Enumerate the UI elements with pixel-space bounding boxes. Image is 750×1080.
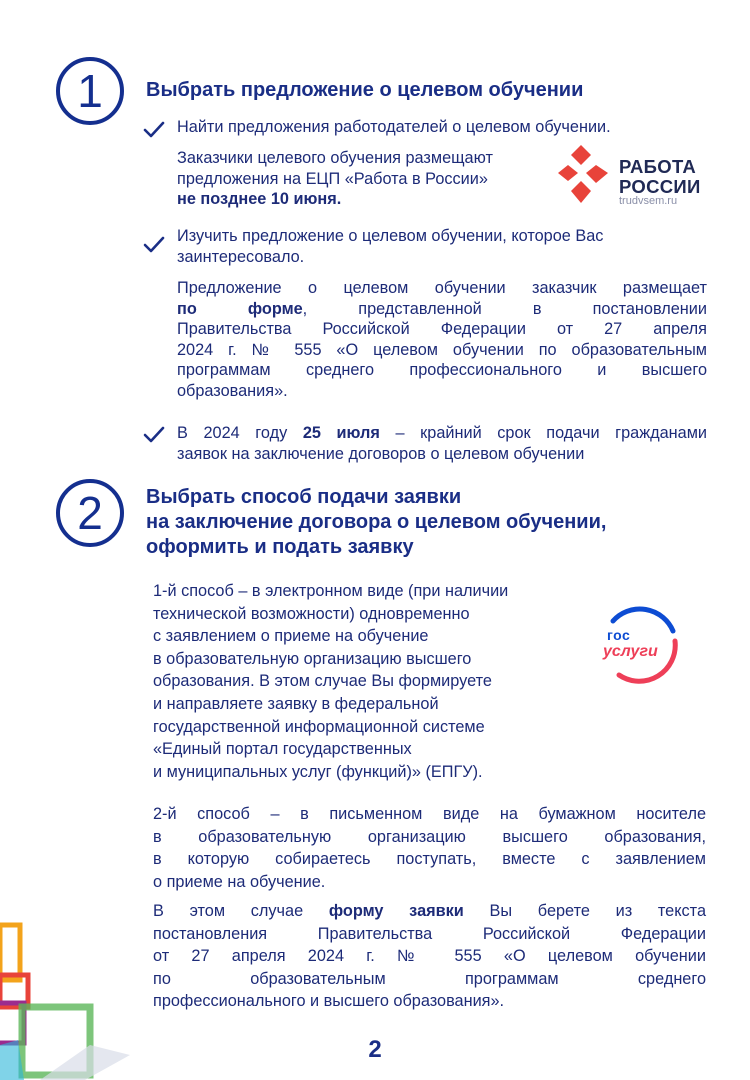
step-1-note-form: Предложение о целевом обучении заказчик размещает по форме, представленной в постановлении Правительства Российской Федерации от 27 апреля 2024 г. № 555 «О целевом обучении по образовательным программам среднего профессионального и высшего образования». — [177, 279, 707, 400]
checkmark-icon — [143, 236, 165, 254]
step-1-item-find: Найти предложения работодателей о целевом обучении. — [177, 118, 611, 136]
checkmark-icon — [143, 426, 165, 444]
step-1-item-deadline: В 2024 году 25 июля – крайний срок подачи гражданами заявок на заключение договоров о целевом обучении — [177, 424, 708, 463]
gosuslugi-text-uslugi: услуги — [603, 643, 658, 660]
gosuslugi-logo — [599, 601, 683, 685]
step-1-heading: Выбрать предложение о целевом обучении — [146, 79, 584, 101]
step-1-number: 1 — [56, 57, 124, 125]
rabota-title-line2: РОССИИ — [619, 176, 701, 197]
gosuslugi-text-gos: гос — [607, 627, 631, 643]
rabota-url: trudvsem.ru — [619, 195, 678, 207]
step-1-note-deadline: Заказчики целевого обучения размещают предложения на ЕЦП «Работа в России» не позднее 10 июня. — [177, 149, 493, 208]
step-2-way-2: 2-й способ – в письменном виде на бумажном носителе в образовательную организацию высшего образования, в которую собираетесь поступать, вместе с заявлением о приеме на обучение. — [153, 805, 706, 891]
step-2-heading: Выбрать способ подачи заявки на заключение договора о целевом обучении, оформить и подать заявку — [146, 486, 607, 558]
rabota-title-line1: РАБОТА — [619, 156, 697, 177]
step-2-number: 2 — [56, 479, 124, 547]
page-number: 2 — [368, 1036, 382, 1063]
step-2-form-note: В этом случае форму заявки Вы берете из текста постановления Правительства Российской Федерации от 27 апреля 2024 г. № 555 «О целевом обучении по образовательным программам среднего профессионального и высшего образования». — [153, 902, 706, 1010]
step-1-item-study: Изучить предложение о целевом обучении, которое Вас заинтересовало. — [177, 227, 604, 266]
step-2-way-1: 1-й способ – в электронном виде (при наличии технической возможности) одновременно с заявлением о приеме на обучение в образовательную организацию высшего образования. В этом случае Вы формируете и направляете заявку в федеральной государственной информационной системе «Единый портал государственных и муниципальных услуг (функций)» (ЕПГУ). — [153, 582, 509, 781]
rabota-rossii-star-icon — [556, 143, 612, 209]
rabota-rossii-logo — [556, 141, 706, 211]
checkmark-icon — [143, 121, 165, 139]
